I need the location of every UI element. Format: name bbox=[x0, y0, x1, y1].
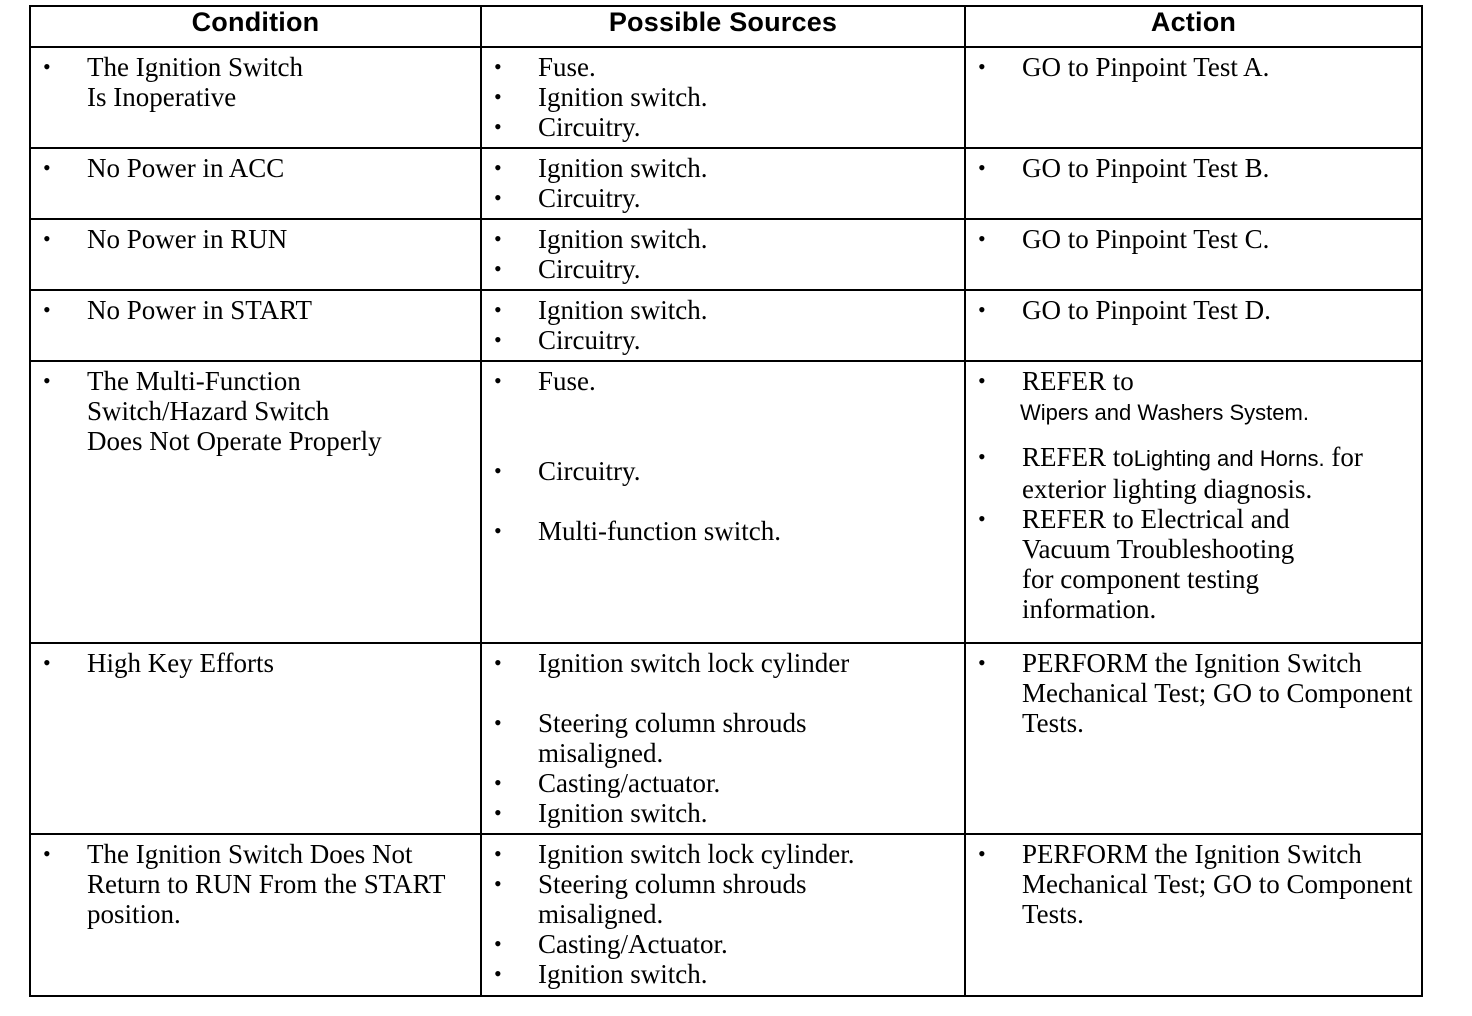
sources-cell bbox=[481, 290, 965, 361]
list-item: • GO to Pinpoint Test D. bbox=[966, 295, 1421, 325]
list-item: • Steering column shrouds misaligned. bbox=[482, 708, 846, 768]
list-item: • No Power in ACC bbox=[31, 153, 480, 183]
list-item: • REFER to Electrical and Vacuum Troubleshooting for component testing information. bbox=[966, 504, 1330, 624]
condition-cell bbox=[30, 290, 481, 361]
list-item: • Circuitry. bbox=[482, 254, 964, 284]
refer-tail-text: for exterior lighting diagnosis. bbox=[1022, 442, 1363, 504]
table-row bbox=[30, 834, 1422, 996]
list-item: • Casting/actuator. bbox=[482, 768, 964, 798]
diagnosis-table-wrapper bbox=[29, 5, 1421, 997]
condition-cell bbox=[30, 219, 481, 290]
list-item: • GO to Pinpoint Test A. bbox=[966, 52, 1421, 82]
action-cell bbox=[965, 219, 1422, 290]
table-row bbox=[30, 219, 1422, 290]
condition-cell bbox=[30, 47, 481, 148]
list-item: • Ignition switch lock cylinder. bbox=[482, 839, 964, 869]
action-cell bbox=[965, 148, 1422, 219]
refer-target-link[interactable]: Wipers and Washers System. bbox=[1020, 400, 1309, 425]
header-row bbox=[30, 6, 1422, 47]
sources-cell bbox=[481, 219, 965, 290]
list-item: • Ignition switch lock cylinder bbox=[482, 648, 964, 678]
action-cell bbox=[965, 361, 1422, 643]
list-item: • Circuitry. bbox=[482, 325, 964, 355]
list-item: • Ignition switch. bbox=[482, 224, 964, 254]
table-row bbox=[30, 643, 1422, 834]
list-item: • No Power in START bbox=[31, 295, 480, 325]
list-item: • Ignition switch. bbox=[482, 153, 964, 183]
list-item bbox=[966, 366, 1421, 428]
list-item: • Circuitry. bbox=[482, 112, 964, 142]
list-item: • Fuse. bbox=[482, 52, 964, 82]
action-cell bbox=[965, 834, 1422, 996]
refer-text: REFER to bbox=[1022, 442, 1134, 472]
sources-cell bbox=[481, 148, 965, 219]
header-action: Action bbox=[965, 6, 1422, 47]
table-row bbox=[30, 290, 1422, 361]
list-item: • GO to Pinpoint Test B. bbox=[966, 153, 1421, 183]
header-condition: Condition bbox=[30, 6, 481, 47]
list-item: • The Ignition Switch Is Inoperative bbox=[31, 52, 315, 112]
action-cell bbox=[965, 47, 1422, 148]
list-item: • Casting/Actuator. bbox=[482, 929, 964, 959]
condition-cell bbox=[30, 834, 481, 996]
header-possible-sources: Possible Sources bbox=[481, 6, 965, 47]
table-row bbox=[30, 148, 1422, 219]
list-item: • Steering column shrouds misaligned. bbox=[482, 869, 846, 929]
symptom-chart-table bbox=[29, 5, 1423, 997]
list-item: • Multi-function switch. bbox=[482, 516, 964, 546]
list-item: • Fuse. bbox=[482, 366, 964, 396]
list-item: • Ignition switch. bbox=[482, 798, 964, 828]
list-item: • Circuitry. bbox=[482, 456, 964, 486]
refer-target-link[interactable]: Lighting and Horns. bbox=[1133, 446, 1325, 471]
table-row bbox=[30, 361, 1422, 643]
action-cell bbox=[965, 290, 1422, 361]
condition-cell bbox=[30, 361, 481, 643]
sources-cell bbox=[481, 361, 965, 643]
list-item: • The Ignition Switch Does Not Return to RUN From the START position. bbox=[31, 839, 480, 929]
list-item: • PERFORM the Ignition Switch Mechanical Test; GO to Component Tests. bbox=[966, 648, 1421, 738]
list-item: • GO to Pinpoint Test C. bbox=[966, 224, 1421, 254]
condition-cell bbox=[30, 148, 481, 219]
table-row bbox=[30, 47, 1422, 148]
sources-cell bbox=[481, 834, 965, 996]
list-item: • PERFORM the Ignition Switch Mechanical Test; GO to Component Tests. bbox=[966, 839, 1421, 929]
list-item: • No Power in RUN bbox=[31, 224, 480, 254]
list-item: • High Key Efforts bbox=[31, 648, 480, 678]
condition-cell bbox=[30, 643, 481, 834]
list-item: • Ignition switch. bbox=[482, 295, 964, 325]
list-item: • Ignition switch. bbox=[482, 959, 964, 989]
action-cell bbox=[965, 643, 1422, 834]
sources-cell bbox=[481, 643, 965, 834]
sources-cell bbox=[481, 47, 965, 148]
list-item: • Circuitry. bbox=[482, 183, 964, 213]
list-item: • Ignition switch. bbox=[482, 82, 964, 112]
refer-text: REFER to bbox=[1022, 366, 1134, 396]
list-item bbox=[966, 442, 1421, 504]
list-item: • The Multi-Function Switch/Hazard Switch Does Not Operate Properly bbox=[31, 366, 395, 456]
